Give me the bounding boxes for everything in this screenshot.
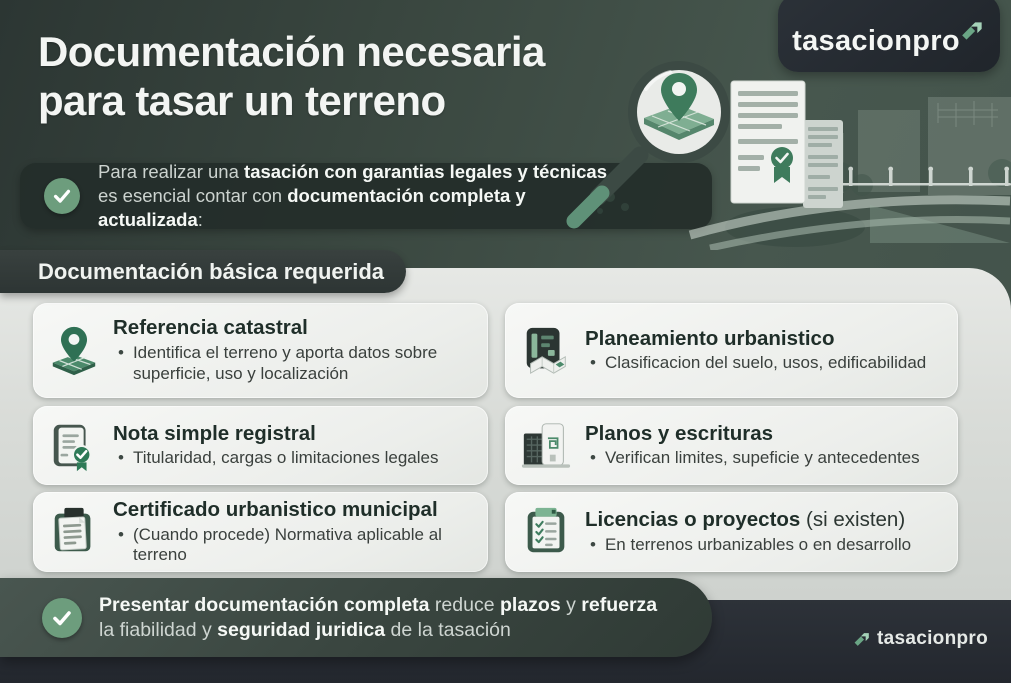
- card-body: [585, 508, 911, 555]
- clipboard-document-icon: [47, 505, 101, 559]
- card-certificado-urbanistico: [33, 492, 488, 572]
- map-pin-icon: [47, 324, 101, 378]
- card-body: [585, 327, 926, 374]
- card-body: [113, 498, 474, 566]
- brand-logo: [792, 18, 986, 58]
- card-title: Nota simple registral: [113, 421, 316, 445]
- card-planeamiento-urbanistico: [505, 303, 958, 398]
- footer-text: [99, 593, 659, 643]
- brand-logo-text: tasacionpro: [792, 25, 960, 57]
- card-referencia-catastral: [33, 303, 488, 398]
- footer-banner: [0, 578, 712, 657]
- card-title: Licencias o proyectos: [585, 508, 801, 532]
- card-title: Planos y escrituras: [585, 421, 774, 445]
- footer-text-segment: seguridad juridica: [217, 618, 386, 641]
- card-bullet-text: • Identifica el terreno y aporta datos sobre superficie, uso y localización: [132, 343, 438, 383]
- card-licencias-o-proyectos: [505, 492, 958, 572]
- section-header: [0, 250, 406, 293]
- document-check-icon: [47, 419, 101, 473]
- card-planos-y-escrituras: [505, 406, 958, 485]
- double-chevron-up-right-icon: [853, 630, 872, 649]
- intro-text-segment: Para realizar una: [98, 160, 245, 182]
- footer-text-segment: plazos: [499, 593, 561, 616]
- card-bullet-text: • Clasificacion del suelo, usos, edificabilidad: [604, 353, 927, 373]
- card-body: [113, 422, 438, 469]
- intro-text-segment: :: [197, 209, 203, 231]
- footer-text-segment: de la tasación: [385, 618, 511, 641]
- magnifier-map-pin-certificate-illustration: [540, 55, 1011, 250]
- brand-logo-footer: [853, 628, 988, 650]
- card-title: Referencia catastral: [113, 316, 308, 340]
- card-bullet-text: • (Cuando procede) Normativa aplicable al terreno: [132, 524, 442, 565]
- double-chevron-up-right-icon: [960, 18, 986, 44]
- footer-text-segment: refuerza: [581, 593, 658, 616]
- card-bullet-text: • Verifican limites, supeficie y antecedentes: [604, 448, 920, 468]
- card-title-suffix: (si existen): [800, 508, 906, 532]
- card-title: Certificado urbanistico municipal: [113, 497, 438, 521]
- page-title-line1: Documentación necesaria: [38, 28, 545, 75]
- checkmark-circle-icon: [44, 178, 80, 214]
- card-title: Planeamiento urbanistico: [585, 326, 835, 350]
- footer-text-segment: la fiabilidad y: [99, 618, 218, 641]
- page-title-line2: para tasar un terreno: [38, 76, 446, 124]
- card-bullet-text: • En terrenos urbanizables o en desarrollo: [604, 534, 912, 554]
- intro-text-segment: , es esencial contar con: [98, 160, 613, 206]
- footer-text-segment: Presentar documentación completa: [99, 593, 430, 616]
- page-title: [38, 28, 545, 125]
- footer-text-segment: reduce: [429, 593, 500, 616]
- brand-logo-text: tasacionpro: [877, 628, 988, 649]
- checkmark-circle-icon: [42, 598, 82, 638]
- blueprint-buildings-icon: [519, 419, 573, 473]
- footer-text-segment: y: [560, 593, 582, 616]
- card-bullet-text: • Titularidad, cargas o limitaciones legales: [132, 448, 439, 468]
- urban-plan-icon: [519, 324, 573, 378]
- card-nota-simple-registral: [33, 406, 488, 485]
- checklist-icon: [519, 505, 573, 559]
- intro-text-segment: documentación completa y actualizada: [98, 184, 526, 231]
- card-body: [585, 422, 920, 469]
- section-title: Documentación básica requerida: [38, 258, 384, 284]
- card-body: [113, 316, 474, 384]
- intro-text-segment: tasación con garantias legales y técnicas: [244, 160, 608, 182]
